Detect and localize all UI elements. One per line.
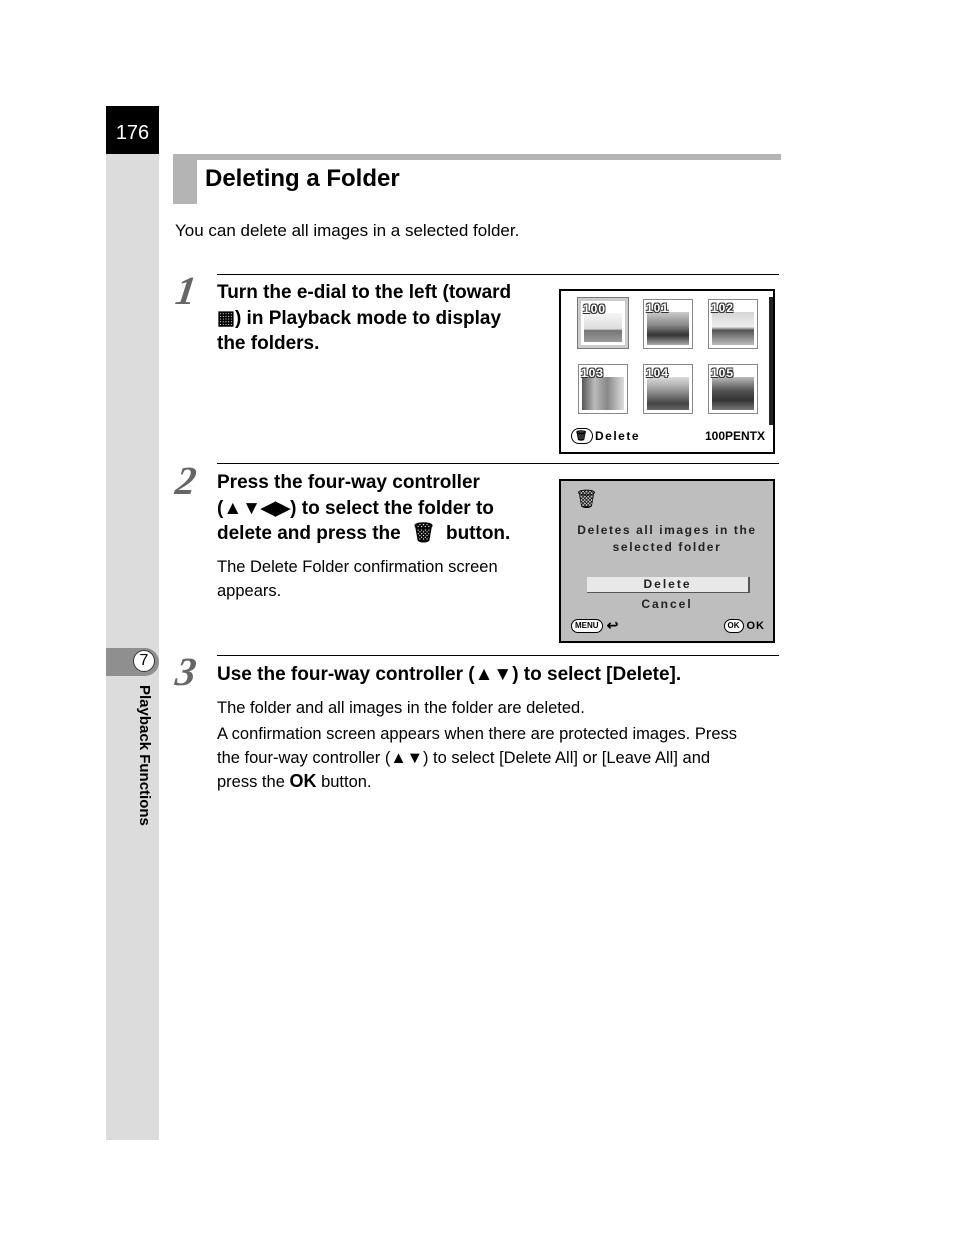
folder-thumbnail[interactable]: 104 xyxy=(643,364,693,414)
step-number: 3 xyxy=(172,649,200,694)
folder-thumbnail[interactable]: 101 xyxy=(643,299,693,349)
delete-option[interactable]: Delete xyxy=(587,577,750,593)
delete-label: Delete xyxy=(595,429,641,443)
step-2-body: The Delete Folder confirmation screen appears. xyxy=(217,558,498,600)
folder-name: 100PENTX xyxy=(704,429,765,443)
chapter-number: 7 xyxy=(133,650,155,672)
step-3-body: The folder and all images in the folder are deleted. xyxy=(217,699,585,717)
page-number: 176 xyxy=(106,106,159,154)
section-title-bar xyxy=(173,154,781,204)
cancel-option[interactable]: Cancel xyxy=(641,597,693,611)
delete-folder-icon: 🗑 xyxy=(575,489,598,509)
step-number: 1 xyxy=(172,268,200,313)
confirm-message: Deletes all images in the selected folder xyxy=(577,523,757,554)
step-2-heading: Press the four-way controller (▲▼◀▶) to select the folder to delete and press the 🗑 button. xyxy=(217,472,511,544)
step-number: 2 xyxy=(172,458,200,503)
intro-text: You can delete all images in a selected folder. xyxy=(175,221,520,240)
scrollbar[interactable] xyxy=(769,297,773,425)
chapter-title: Playback Functions xyxy=(136,685,153,826)
ok-button-icon[interactable]: OK xyxy=(724,619,744,633)
side-tab xyxy=(106,106,159,1140)
back-arrow-icon: ↩ xyxy=(606,617,619,633)
ok-label: OK xyxy=(746,619,765,632)
menu-button-icon[interactable]: MENU xyxy=(571,619,603,633)
step-1-heading: Turn the e-dial to the left (toward ▦) in Playback mode to display the folders. xyxy=(217,282,512,354)
step-divider xyxy=(217,463,779,464)
folder-thumbnail[interactable]: 100 xyxy=(578,298,628,348)
folder-thumbnail[interactable]: 103 xyxy=(578,364,628,414)
delete-folder-confirm-screen xyxy=(559,479,775,643)
step-3-note: A confirmation screen appears when there are protected images. Press the four-way controller (▲▼) to select [Delete All] or [Leave All] and press the OK button. xyxy=(217,725,738,791)
trash-icon: 🗑 xyxy=(571,428,593,444)
folder-thumbnail[interactable]: 105 xyxy=(708,364,758,414)
folder-thumbnail[interactable]: 102 xyxy=(708,299,758,349)
step-3-heading: Use the four-way controller (▲▼) to select [Delete]. xyxy=(217,664,682,685)
folder-display-screen xyxy=(559,289,775,454)
step-divider xyxy=(217,655,779,656)
section-title: Deleting a Folder xyxy=(205,165,400,192)
ok-button-icon: OK xyxy=(289,771,317,791)
step-divider xyxy=(217,274,779,275)
